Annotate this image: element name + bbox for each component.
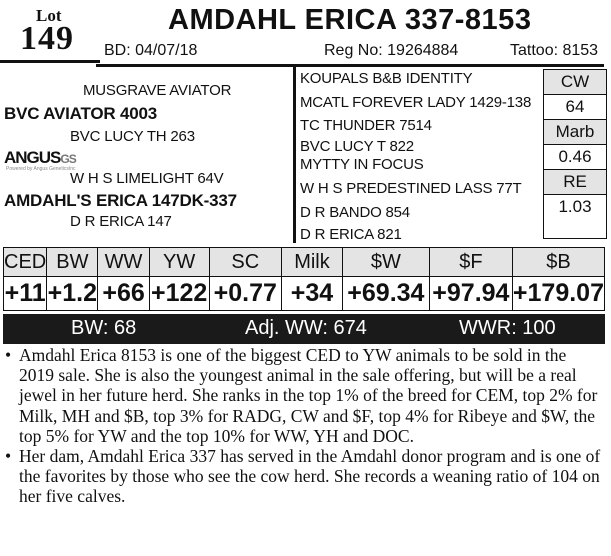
epd-column (430, 248, 513, 310)
bullet-icon: • (5, 446, 12, 467)
epd-header: SC (210, 248, 281, 277)
tattoo: Tattoo: 8153 (510, 42, 599, 59)
pedigree-right-line: BVC LUCY T 822 (300, 138, 414, 155)
epd-value: +69.34 (347, 279, 425, 307)
angus-gs-logo: ANGUSGS (4, 148, 76, 167)
lot-badge (14, 4, 94, 56)
info-divider (96, 64, 604, 67)
epd-column (4, 248, 47, 310)
dam-dam: D R ERICA 147 (70, 213, 172, 230)
adjusted-weaning-weight: Adj. WW: 674 (245, 317, 367, 339)
birth-weight: BW: 68 (71, 317, 137, 339)
sire-dam: BVC LUCY TH 263 (70, 128, 195, 145)
epd-header: BW (47, 248, 97, 277)
pedigree-divider (293, 67, 296, 243)
pedigree-right-line: MYTTY IN FOCUS (300, 156, 424, 173)
side-value: 1.03 (558, 197, 592, 216)
side-label: CW (544, 70, 606, 95)
epd-header: $B (513, 248, 604, 277)
epd-column (98, 248, 149, 310)
dam: AMDAHL'S ERICA 147DK-337 (4, 191, 237, 210)
epd-value: +11 (4, 279, 46, 307)
epd-column (282, 248, 343, 310)
side-value: 0.46 (544, 145, 606, 170)
epd-table (3, 247, 605, 311)
epd-value: +122 (150, 279, 208, 307)
pedigree-right-line: D R ERICA 821 (300, 226, 402, 243)
epd-column (343, 248, 430, 310)
epd-header: $W (343, 248, 429, 277)
lot-number: 149 (20, 20, 74, 57)
epd-column (210, 248, 282, 310)
angus-gs-logo-tagline: Powered by Angus GeneticsInc (6, 166, 76, 172)
pedigree-right-line: W H S PREDESTINED LASS 77T (300, 180, 522, 197)
epd-column (513, 248, 604, 310)
pedigree-right-line: KOUPALS B&B IDENTITY (300, 70, 473, 87)
lot-notes (5, 345, 605, 507)
registration-number: Reg No: 19264884 (324, 42, 459, 59)
note-paragraph: • Her dam, Amdahl Erica 337 has served in the Amdahl donor program and is one of the favorites by those who see the cow herd. She records a weaning ratio of 104 on her five calves. (5, 446, 601, 507)
side-label: RE (544, 170, 606, 195)
birth-date: BD: 04/07/18 (104, 42, 198, 59)
epd-value: +179.07 (512, 279, 604, 307)
epd-column (150, 248, 210, 310)
sire: BVC AVIATOR 4003 (4, 104, 157, 123)
pedigree-right-line: MCATL FOREVER LADY 1429-138 (300, 94, 532, 111)
epd-header: YW (150, 248, 209, 277)
side-label: Marb (544, 120, 606, 145)
epd-value: +1.2 (47, 279, 98, 307)
sire-sire: MUSGRAVE AVIATOR (83, 82, 232, 99)
pedigree-right-line: TC THUNDER 7514 (300, 117, 432, 134)
epd-value: +66 (102, 279, 145, 307)
epd-column (47, 248, 98, 310)
epd-header: Milk (282, 248, 342, 277)
lot-label: Lot (36, 6, 62, 25)
animal-name: AMDAHL ERICA 337-8153 (168, 4, 532, 36)
pedigree-right-line: D R BANDO 854 (300, 204, 410, 221)
performance-bar (3, 314, 605, 344)
epd-value: +97.94 (432, 279, 510, 307)
weaning-weight-ratio: WWR: 100 (459, 317, 556, 339)
epd-header: WW (98, 248, 148, 277)
bullet-icon: • (5, 345, 12, 365)
epd-header: CED (4, 248, 46, 277)
dam-sire: W H S LIMELIGHT 64V (70, 170, 224, 187)
lot-underline (0, 60, 100, 63)
carcass-epd-box (543, 69, 607, 239)
side-value: 64 (544, 95, 606, 120)
note-paragraph: • Amdahl Erica 8153 is one of the biggest CED to YW animals to be sold in the 2019 sale. She is also the youngest animal in the sale offering, but will be a real jewel in her future herd. She ranks in the top 1% of the breed for CEM, top 2% for Milk, MH and $B, top 3% for RADG, CW and $F, top 4% for Ribeye and $W, the top 5% for YW and the top 10% for WW, YH and DOC. (5, 345, 598, 446)
epd-value: +34 (290, 279, 334, 307)
epd-header: $F (430, 248, 512, 277)
epd-value: +0.77 (213, 279, 277, 307)
